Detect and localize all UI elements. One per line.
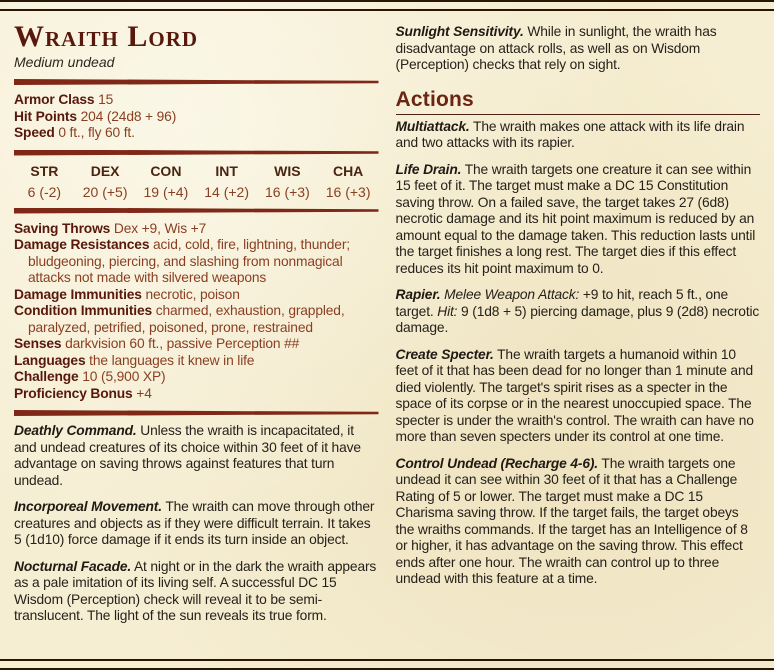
challenge-label: Challenge [14,369,79,384]
languages-value: the languages it knew in life [89,352,255,368]
ability-dex [75,163,136,200]
divider-bar [14,410,379,416]
ability-value: 16 (+3) [325,183,371,200]
ability-value: 20 (+5) [82,183,128,200]
actions-heading: Actions [396,88,761,115]
creature-type: Medium undead [14,54,115,70]
trait-name: Sunlight Sensitivity. [395,24,524,39]
trait-incorporeal-movement [14,499,379,549]
action-rapier [396,287,761,337]
hit-points-value: 204 (24d8 + 96) [80,108,177,124]
detail-attributes [14,221,379,403]
senses-value: darkvision 60 ft., passive Perception ## [65,336,300,351]
action-life-drain [396,162,761,278]
actions-list [396,119,761,588]
armor-class-label: Armor Class [14,92,95,107]
ability-name: INT [215,162,238,179]
damage-resistances-row [14,237,379,287]
trait-name: Nocturnal Facade. [14,558,132,574]
armor-class-value: 15 [98,92,114,107]
creature-name: Wraith Lord [14,20,199,53]
damage-immunities-label: Damage Immunities [14,286,142,302]
left-column [14,20,379,659]
damage-immunities-row [14,287,379,304]
proficiency-bonus-label: Proficiency Bonus [14,385,133,401]
action-text: The wraith makes one attack with its life drain and two attacks with its rapier. [395,118,745,150]
bottom-ornate-border [0,659,774,670]
divider-bar [14,208,379,214]
ability-value: 6 (-2) [27,183,62,200]
saving-throws-value: Dex +9, Wis +7 [113,220,207,236]
trait-sunlight-sensitivity [396,24,761,74]
action-multiattack [396,119,761,152]
hit-points-row [14,109,379,126]
ability-scores [14,163,379,200]
ability-name: CON [150,162,182,179]
ability-value: 19 (+4) [143,183,189,200]
senses-row [14,336,379,353]
condition-immunities-value: charmed, exhaustion, grappled, paralyzed, petrified, poisoned, prone, restrained [28,303,345,335]
ability-int [196,163,257,200]
proficiency-bonus-row [14,386,379,403]
speed-value: 0 ft., fly 60 ft. [58,125,135,140]
saving-throws-row [14,221,379,238]
damage-resistances-label: Damage Resistances [14,237,150,252]
right-column [396,20,761,659]
action-text: The wraith targets one creature it can see within 15 feet of it. The target must make a DC 15 Constitution saving throw. On a failed save, the target takes 27 (6d8) necrotic damage and its hit point maximum is reduced by an amount equal to the damage taken. This reduction lasts until the target finishes a long rest. The target dies if this effect reduces its hit point maximum to 0. [395,161,756,276]
trait-text: The wraith can move through other creatures and objects as if they were difficult terrain. It takes 5 (1d10) force damage if it ends its turn inside an object. [14,499,375,547]
trait-text: While in sunlight, the wraith has disadvantage on attack rolls, as well as on Wisdom (Perception) checks that rely on sight. [395,24,717,72]
condition-immunities-label: Condition Immunities [14,303,153,318]
trait-nocturnal-facade [14,559,379,625]
speed-row [14,125,379,142]
trait-text: Unless the wraith is incapacitated, it and undead creatures of its choice within 30 feet of it have advantage on saving throws against features that turn undead. [14,423,361,488]
damage-resistances-value: acid, cold, fire, lightning, thunder; bludgeoning, piercing, and slashing from nonmagical attacks not made with silvered weapons [28,237,350,285]
proficiency-bonus-value: +4 [136,385,152,401]
action-name: Create Specter. [395,346,494,362]
core-stats [14,92,379,142]
challenge-row [14,369,379,386]
ability-cha [318,163,379,200]
languages-row [14,353,379,370]
condition-immunities-row [14,303,379,336]
ability-name: CHA [332,162,364,179]
hit-points-label: Hit Points [14,108,77,124]
action-name: Control Undead (Recharge 4-6). [395,455,598,471]
trait-name: Deathly Command. [14,423,137,438]
top-ornate-border [0,0,774,11]
challenge-value: 10 (5,900 XP) [82,369,166,384]
traits-list [14,423,379,625]
ability-wis [257,163,318,200]
ability-str [14,163,75,200]
speed-label: Speed [14,125,55,140]
trait-deathly-command [14,423,379,489]
ability-name: WIS [274,162,301,179]
action-text: The wraith targets one undead it can see within 30 feet of it that has a Challenge Rating of 5 or lower. The target must make a DC 15 Charisma saving throw. If the target fails, the target obeys the wraiths commands. If the target has an Intelligence of 8 or higher, it has advantage on the saving throw. This effect ends after one hour. The wraith can control up to three undead with this feature at a time. [395,455,748,586]
action-name: Rapier. [395,287,441,302]
ability-con [136,163,197,200]
ability-name: STR [30,162,59,179]
ability-name: DEX [90,162,120,179]
trait-text: At night or in the dark the wraith appears as a pale imitation of its living self. A successful DC 15 Wisdom (Perception) check will reveal it to be semi-translucent. The light of the sun reveals its true form. [14,558,377,623]
divider-bar [14,150,379,156]
trait-name: Incorporeal Movement. [14,499,162,514]
action-text: +9 to hit, reach 5 ft., one target. [395,287,729,319]
divider-bar [14,79,379,85]
action-text: 9 (1d8 + 5) piercing damage, plus 9 (2d8) necrotic damage. [395,303,760,335]
action-create-specter [396,347,761,446]
action-name: Multiattack. [395,118,470,134]
action-control-undead [396,456,761,588]
saving-throws-label: Saving Throws [14,220,111,236]
armor-class-row [14,92,379,109]
ability-value: 16 (+3) [265,183,310,200]
languages-label: Languages [14,352,86,368]
senses-label: Senses [14,336,62,351]
attack-type-text: Melee Weapon Attack: [444,287,580,302]
ability-value: 14 (+2) [204,183,249,200]
damage-immunities-value: necrotic, poison [145,286,240,302]
stat-block-content [0,11,774,659]
action-text: The wraith targets a humanoid within 10 feet of it that has been dead for no longer than 1 minute and died violently. The target's spirit rises as a specter in the space of its corpse or in the nearest unoccupied space. The specter is under the wraith's control. The wraith can have no more than seven specters under its control at one time. [395,346,754,444]
action-name: Life Drain. [395,161,462,177]
hit-label-text: Hit: [437,303,458,319]
